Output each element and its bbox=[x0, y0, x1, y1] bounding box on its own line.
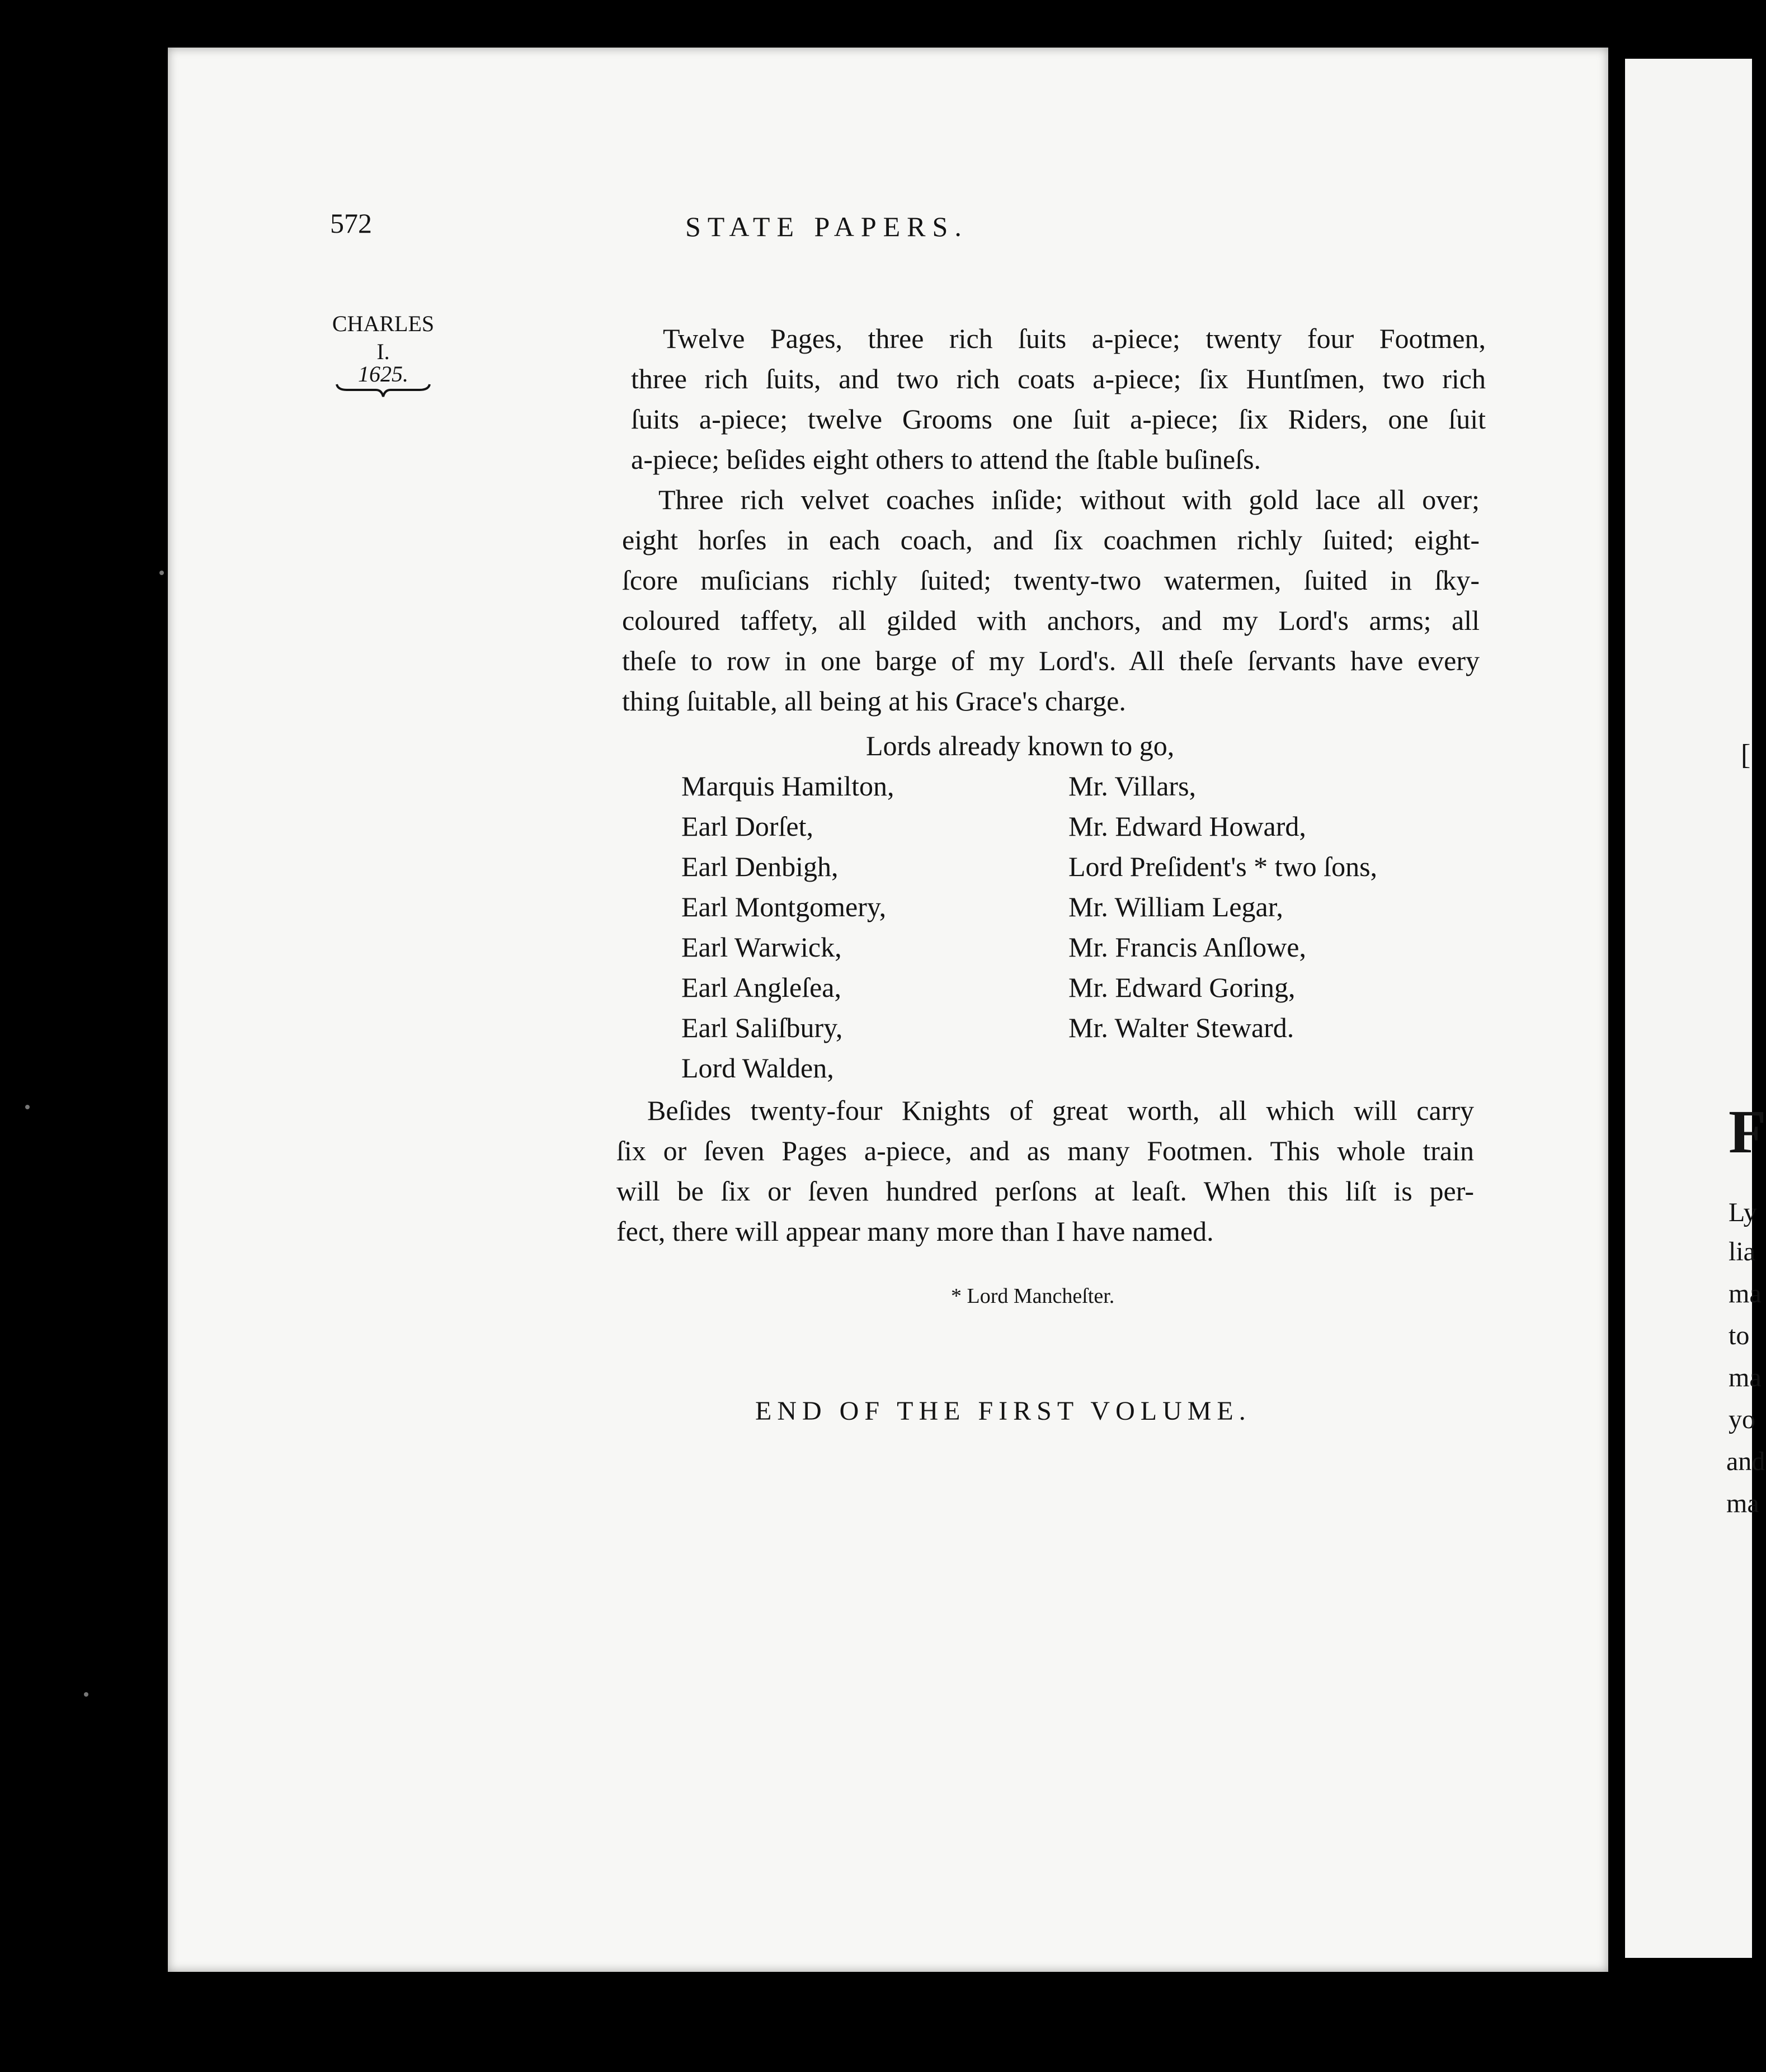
lord-right-item: Mr. Edward Howard, bbox=[1068, 811, 1306, 842]
paragraph2-line: thing ſuitable, all being at his Grace's charge. bbox=[622, 685, 1126, 717]
lord-left-item: Earl Angleſea, bbox=[681, 972, 841, 1003]
running-title: STATE PAPERS. bbox=[685, 211, 968, 242]
paragraph3-line: will be ſix or ſeven hundred perſons at leaſt. When this liſt is per- bbox=[616, 1175, 1474, 1207]
paragraph2-line: eight horſes in each coach, and ſix coachmen richly ſuited; eight- bbox=[622, 524, 1480, 555]
paragraph3-line: Beſides twenty-four Knights of great worth, all which will carry bbox=[647, 1095, 1474, 1126]
lord-right-item: Mr. Francis Anſlowe, bbox=[1068, 931, 1306, 963]
scan-speck bbox=[159, 571, 164, 575]
facing-page-fragment: [ bbox=[1741, 739, 1751, 771]
facing-page-fragment: F bbox=[1729, 1098, 1766, 1166]
paragraph2-line: ſcore muſicians richly ſuited; twenty-two watermen, ſuited in ſky- bbox=[622, 564, 1480, 596]
paragraph1-line: three rich ſuits, and two rich coats a-piece; ſix Huntſmen, two rich bbox=[631, 363, 1486, 394]
facing-page-fragment: to bbox=[1729, 1321, 1750, 1350]
paragraph2-line: theſe to row in one barge of my Lord's. All theſe ſervants have every bbox=[622, 645, 1480, 676]
paragraph1-line: ſuits a-piece; twelve Grooms one ſuit a-piece; ſix Riders, one ſuit bbox=[631, 403, 1486, 435]
lord-left-item: Earl Warwick, bbox=[681, 931, 842, 963]
margin-brace bbox=[336, 382, 431, 399]
margin-note-year: 1625. bbox=[358, 361, 408, 387]
lord-left-item: Earl Saliſbury, bbox=[681, 1012, 843, 1043]
lord-left-item: Earl Denbigh, bbox=[681, 851, 839, 882]
paragraph2-line: coloured taffety, all gilded with anchors, and my Lord's arms; all bbox=[622, 605, 1480, 636]
facing-page-fragment: yo bbox=[1729, 1405, 1755, 1434]
paragraph3-line: fect, there will appear many more than I have named. bbox=[616, 1216, 1214, 1247]
lord-right-item: Lord Preſident's * two ſons, bbox=[1068, 851, 1378, 882]
lord-left-item: Earl Dorſet, bbox=[681, 811, 814, 842]
facing-page-fragment: Ly bbox=[1729, 1198, 1757, 1227]
facing-page-fragment: lia bbox=[1729, 1237, 1755, 1266]
lord-left-item: Marquis Hamilton, bbox=[681, 770, 894, 802]
margin-note-numeral: I. bbox=[376, 339, 390, 364]
end-of-volume: END OF THE FIRST VOLUME. bbox=[755, 1396, 1251, 1426]
lord-right-item: Mr. William Legar, bbox=[1068, 891, 1283, 922]
facing-page-fragment: ma bbox=[1726, 1489, 1759, 1518]
lord-right-item: Mr. Edward Goring, bbox=[1068, 972, 1296, 1003]
facing-page-fragment: ma bbox=[1729, 1279, 1762, 1308]
paragraph3-line: ſix or ſeven Pages a-piece, and as many Footmen. This whole train bbox=[616, 1135, 1474, 1166]
paragraph1-line: Twelve Pages, three rich ſuits a-piece; twenty four Footmen, bbox=[663, 323, 1486, 354]
lord-right-item: Mr. Villars, bbox=[1068, 770, 1197, 802]
footnote: * Lord Mancheſter. bbox=[951, 1284, 1115, 1308]
facing-page-fragment: and bbox=[1726, 1447, 1765, 1476]
paragraph2-line: Three rich velvet coaches inſide; without with gold lace all over; bbox=[658, 484, 1480, 515]
page-number: 572 bbox=[330, 208, 372, 239]
lord-right-item: Mr. Walter Steward. bbox=[1068, 1012, 1294, 1043]
scan-speck bbox=[25, 1105, 30, 1109]
lord-left-item: Lord Walden, bbox=[681, 1052, 834, 1084]
scan-speck bbox=[84, 1692, 88, 1697]
lords-heading: Lords already known to go, bbox=[866, 730, 1175, 761]
paragraph1-line: a-piece; beſides eight others to attend the ſtable buſineſs. bbox=[631, 444, 1261, 475]
facing-page bbox=[1625, 59, 1752, 1958]
lord-left-item: Earl Montgomery, bbox=[681, 891, 887, 922]
facing-page-fragment: ma bbox=[1729, 1363, 1762, 1392]
margin-note-king: CHARLES bbox=[332, 311, 435, 336]
